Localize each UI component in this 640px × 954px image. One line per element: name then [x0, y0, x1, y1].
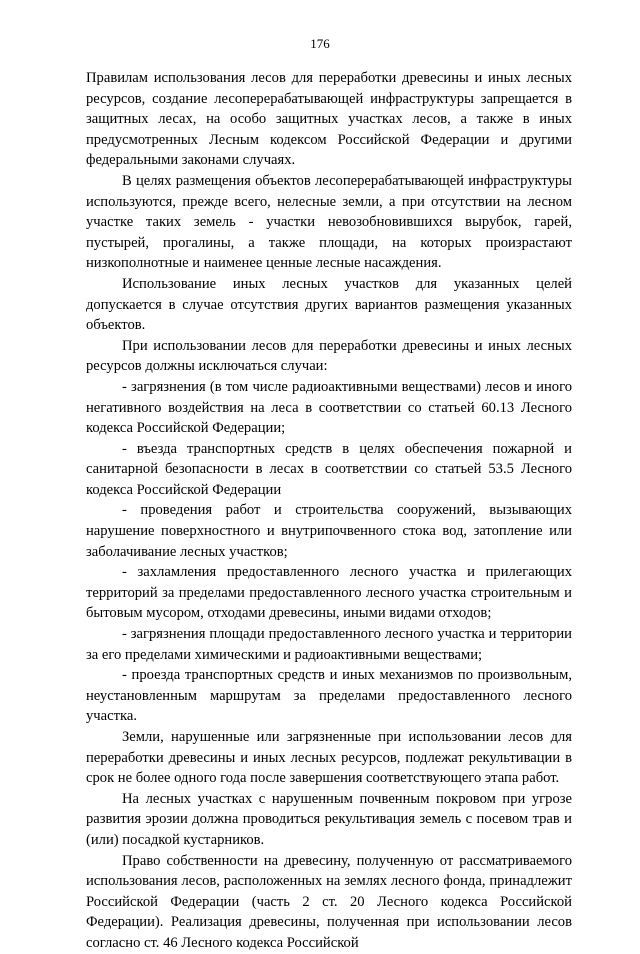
paragraph-other-plots: Использование иных лесных участков для указанных целей допускается в случае отсутствия других вариантов размещения указанных объектов. — [86, 275, 572, 334]
list-item-vehicle-entry: - въезда транспортных средств в целях обеспечения пожарной и санитарной безопасности в лесах в соответствии со статьей 53.5 Лесного кодекса Российской Федерации — [86, 440, 572, 498]
paragraph-infrastructure-placement: В целях размещения объектов лесоперерабатывающей инфраструктуры используются, прежде всего, нелесные земли, а при отсутствии на лесном участке таких земель - участки невозобновившихся вырубок, гарей, пустырей, прогалины, а также площади, на которых произрастают низкополнотные и наименее ценные лесные насаждения. — [86, 172, 572, 272]
paragraph-recultivation: Земли, нарушенные или загрязненные при использовании лесов для переработки древесины и иных лесных ресурсов, подлежат рекультивации в срок не более одного года после завершения соответствующего этапа работ. — [86, 729, 572, 787]
list-item-pollution: - загрязнения (в том числе радиоактивными веществами) лесов и иного негативного воздействия на леса в соответствии со статьей 60.13 Лесного кодекса Российской Федерации; — [86, 378, 572, 437]
page-number: 176 — [310, 36, 330, 51]
paragraph-continuation: Правилам использования лесов для переработки древесины и иных лесных ресурсов, создание лесоперерабатывающей инфраструктуры запрещается в защитных лесах, на особо защитных участках лесов, а также в иных предусмотренных Лесным кодексом Российской Федерации и другими федеральными законами случаях. — [86, 70, 572, 169]
paragraph-erosion: На лесных участках с нарушенным почвенным покровом при угрозе развития эрозии должна проводиться рекультивация земель с посевом трав и (или) посадкой кустарников. — [86, 790, 572, 848]
paragraph-excluded-cases-intro: При использовании лесов для переработки древесины и иных лесных ресурсов должны исключаться случаи: — [86, 337, 572, 375]
document-body — [86, 68, 572, 954]
list-item-chemical-pollution: - загрязнения площади предоставленного лесного участка и территории за его пределами химическими и радиоактивными веществами; — [86, 626, 572, 663]
list-item-littering: - захламления предоставленного лесного участка и прилегающих территорий за пределами предоставленного лесного участка строительным и бытовым мусором, отходами древесины, иными видами отходов; — [86, 564, 572, 622]
paragraph-ownership: Право собственности на древесину, полученную от рассматриваемого использования лесов, расположенных на землях лесного фонда, принадлежит Российской Федерации (часть 2 ст. 20 Лесного кодекса Российской Федерации). Реализация древесины, полученная при использовании лесов согласно ст. 46 Лесного кодекса Российской — [86, 852, 572, 951]
list-item-construction-works: - проведения работ и строительства сооружений, вызывающих нарушение поверхностного и внутрипочвенного стока вод, затопление или заболачивание лесных участков; — [86, 502, 572, 560]
list-item-vehicle-routes: - проезда транспортных средств и иных механизмов по произвольным, неустановленным маршрутам за пределами предоставленного лесного участка. — [86, 667, 572, 725]
